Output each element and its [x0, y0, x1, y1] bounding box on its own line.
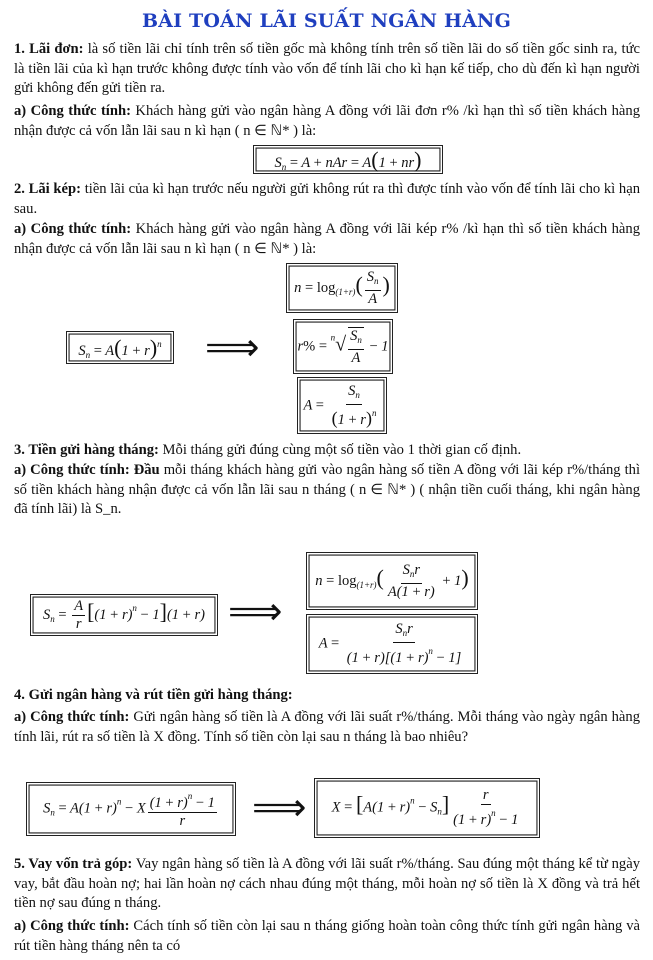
- sec5-a-label: a) Công thức tính:: [14, 918, 130, 934]
- sec4-heading: 4. Gửi ngân hàng và rút tiền gửi hàng tháng:: [14, 687, 293, 703]
- formula-simple-interest: $S_n = A$ + nAr = A(1 + nr): [253, 145, 443, 174]
- sec1-body: là số tiền lãi chỉ tính trên số tiền gốc mà không tính trên số tiền lãi do số tiền gốc sinh ra, tức là tiền lãi của kì hạn trước không được tính vào vốn để tính lãi cho kì hạn kế tiếp, cho dù đến kì hạn người gửi không đến gửi tiền ra.: [14, 41, 640, 97]
- sec2-a-body: Khách hàng gửi vào ngân hàng A đồng với lãi kép r% /kì hạn thì số tiền khách hàng nhận được cả vốn lẫn lãi sau n kì hạn ( n ∈ ℕ* ) là:: [14, 221, 641, 257]
- formula-monthly-n: $n = \log_{(1+r)}$( $\frac{S_nr}{A(1 + r)}$ + 1): [306, 552, 478, 610]
- sec5-a-paragraph: [14, 917, 640, 956]
- sec4-a-label: a) Công thức tính:: [14, 709, 130, 725]
- sec3-a-paragraph: [14, 461, 640, 520]
- formula-withdraw-main: $S_n = A(1 + r)^n - X$ $\frac{(1 + r)^n - 1}{r}$: [26, 782, 236, 836]
- formula-withdraw-X: $X = [A(1 + r)^n - S_n]$ $\frac{r}{(1 + r)^n - 1}$: [314, 778, 540, 838]
- formula-compound-n: $n = \log_{(1+r)}$( $\frac{S_n}{A}$ ): [286, 263, 398, 313]
- sec3-body: Mỗi tháng gửi đúng cùng một số tiền vào 1 thời gian cố định.: [162, 442, 522, 458]
- sec1-a-body: Khách hàng gửi vào ngân hàng A đồng với lãi đơn r% /kì hạn thì số tiền khách hàng nhận được cả vốn lẫn lãi sau n kì hạn ( n ∈ ℕ* ) là:: [14, 103, 640, 139]
- sec3-a-body: mỗi tháng khách hàng gửi vào ngân hàng số tiền A đồng với lãi kép r%/tháng thì số tiền khách hàng nhận được cả vốn lẫn lãi sau n tháng ( n ∈ ℕ* ) ( nhận tiền cuối tháng, khi ngân hàng đã tính lãi) là S_n.: [14, 462, 641, 518]
- sec4-a-body: Gửi ngân hàng số tiền là A đồng với lãi suất r%/tháng. Mỗi tháng vào ngày ngân hàng tính lãi, rút ra số tiền là X đồng. Tính số tiền còn lại sau n tháng là bao nhiêu?: [14, 709, 641, 745]
- sec2-heading: 2. Lãi kép:: [14, 181, 82, 197]
- sec3-heading: 3. Tiền gửi hàng tháng:: [14, 442, 159, 458]
- sec5-body: Vay ngân hàng số tiền là A đồng với lãi suất r%/tháng. Sau đúng một tháng kể từ ngày vay, bắt đầu hoàn nợ; hai lần hoàn nợ cách nhau đúng một tháng, mỗi hoàn nợ số tiền là X đồng và trả hết tiền nợ sau đúng n tháng.: [14, 856, 641, 912]
- formula-monthly-main: $S_n$ = $\frac{A}{r}$ $[(1 + r)^n - 1](1 + r)$: [30, 594, 218, 636]
- sec2-body: tiền lãi của kì hạn trước nếu người gửi không rút ra thì được tính vào vốn để tính lãi cho kì hạn sau.: [14, 181, 640, 217]
- sec1-a-label: a) Công thức tính:: [14, 103, 131, 119]
- sec3-paragraph: [14, 441, 640, 461]
- sec5-heading: 5. Vay vốn trả góp:: [14, 856, 133, 872]
- sec1-heading: 1. Lãi đơn:: [14, 41, 84, 57]
- formula-monthly-A: A = $\frac{S_nr}{(1 + r)[(1 + r)^n - 1]}$: [306, 614, 478, 674]
- sec4-a-paragraph: [14, 708, 640, 747]
- sec3-a-label: a) Công thức tính: Đầu: [14, 462, 160, 478]
- sec5-a-body: Cách tính số tiền còn lại sau n tháng giống hoàn toàn công thức tính gửi ngân hàng và rút tiền hàng tháng nên ta có: [14, 918, 641, 954]
- sec5-paragraph: [14, 855, 640, 914]
- implies-arrow-icon: ⟹: [205, 325, 260, 369]
- formula-compound-r: r% = $^n$√ $\frac{S_n}{A}$ − 1: [293, 319, 393, 374]
- sec1-a-paragraph: [14, 102, 640, 141]
- page-title: BÀI TOÁN LÃI SUẤT NGÂN HÀNG: [141, 10, 512, 32]
- implies-arrow-icon: ⟹: [252, 785, 307, 829]
- formula-compound-main: $S_n = A(1 + r)^n$: [66, 331, 174, 364]
- formula-compound-A: A = $\frac{S_n}{(1 + r)^n}$: [297, 377, 387, 434]
- sec2-a-paragraph: [14, 220, 640, 259]
- sec2-paragraph: [14, 180, 640, 219]
- sec4-paragraph: [14, 686, 640, 706]
- sec1-paragraph: [14, 40, 640, 99]
- sec2-a-label: a) Công thức tính:: [14, 221, 132, 237]
- implies-arrow-icon: ⟹: [228, 589, 283, 633]
